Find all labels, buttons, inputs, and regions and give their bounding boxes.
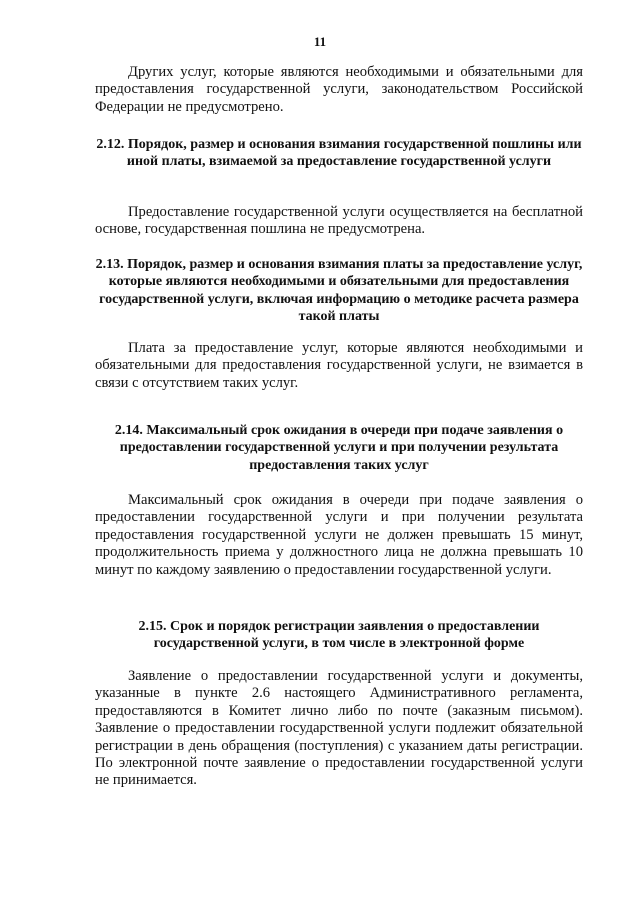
intro-block [95, 64, 583, 116]
section-body-2-12-block [95, 204, 583, 239]
section-body-2-13: Плата за предоставление услуг, которые являются необходимыми и обязательными для предоставления государственной услуги, не взимается в связи с отсутствием таких услуг. [95, 340, 583, 391]
intro-paragraph: Других услуг, которые являются необходимыми и обязательными для предоставления государственной услуги, законодательством Российской Федерации не предусмотрено. [95, 64, 583, 115]
section-body-2-12: Предоставление государственной услуги осуществляется на бесплатной основе, государственная пошлина не предусмотрена. [95, 204, 583, 238]
page-number: 11 [313, 34, 327, 49]
section-heading-2-14: 2.14. Максимальный срок ожидания в очереди при подаче заявления о предоставлении государственной услуги и при получении результата предоставления таких услуг [114, 423, 564, 473]
section-body-2-15-block [95, 668, 583, 790]
section-body-2-13-block [95, 340, 583, 392]
section-body-2-15: Заявление о предоставлении государственной услуги и документы, указанные в пункте 2.6 настоящего Административного регламента, предоставляются в Комитет лично либо по почте (заказным письмом). Заявление о предоставлении государственной услуги подлежит обязательной регистрации в день обращения (поступления) с указанием даты регистрации. По электронной почте заявление о предоставлении государственной услуги не принимается. [95, 668, 583, 789]
section-heading-2-15: 2.15. Срок и порядок регистрации заявления о предоставлении государственной услуги, в том числе в электронной форме [138, 619, 540, 652]
section-heading-2-12: 2.12. Порядок, размер и основания взимания государственной пошлины или иной платы, взимаемой за предоставление государственной услуги [96, 137, 582, 170]
section-body-2-14: Максимальный срок ожидания в очереди при подаче заявления о предоставлении государственной услуги и при получении результата предоставления государственной услуги не должен превышать 15 минут, продолжительность приема у должностного лица не должна превышать 10 минут по каждому заявлению о предоставлении государственной услуги. [95, 492, 583, 578]
section-heading-2-13: 2.13. Порядок, размер и основания взимания платы за предоставление услуг, которые являются необходимыми и обязательными для предоставления государственной услуги, включая информацию о методике расчета размера такой платы [95, 257, 583, 325]
section-body-2-14-block [95, 492, 583, 579]
